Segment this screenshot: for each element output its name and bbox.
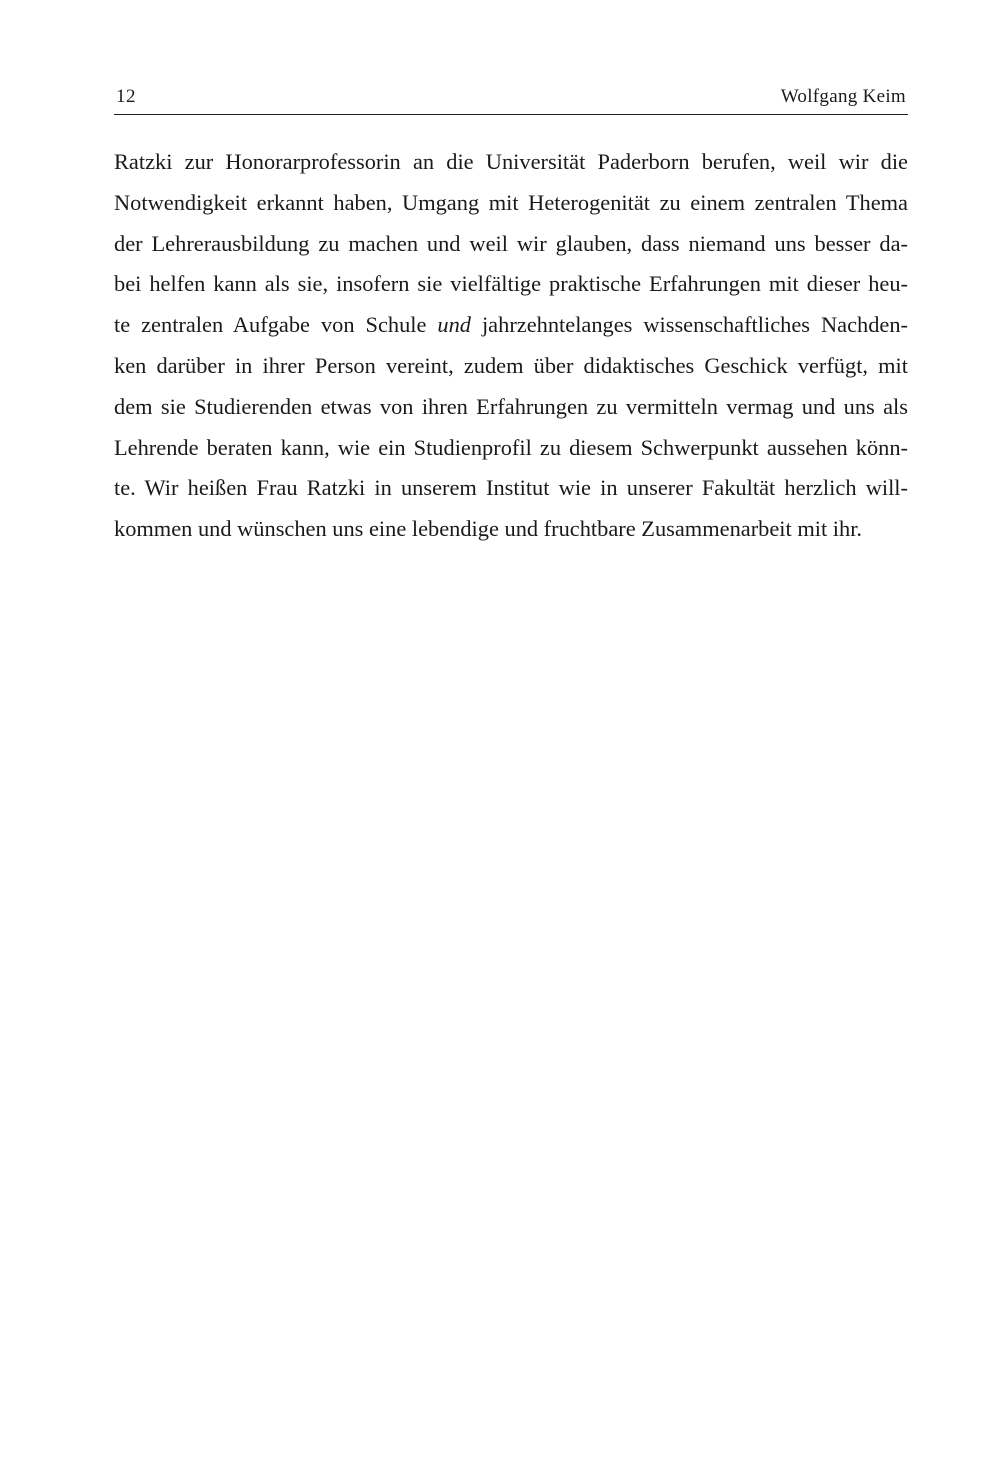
page-number: 12 [116,86,136,107]
text-line: Lehrende beraten kann, wie ein Studienprofil zu diesem Schwerpunkt aussehen könn- [114,434,908,460]
page-header [114,84,908,115]
body-paragraph [114,142,908,550]
text-segment: jahrzehntelanges wissenschaftliches Nachden- [471,312,908,338]
text-line: te. Wir heißen Frau Ratzki in unserem Institut wie in unserer Fakultät herzlich will- [114,475,908,501]
text-line: kommen und wünschen uns eine lebendige und fruchtbare Zusammenarbeit mit ihr. [114,516,863,542]
text-line: bei helfen kann als sie, insofern sie vielfältige praktische Erfahrungen mit dieser heu- [114,271,908,297]
text-segment: te zentralen Aufgabe von Schule [114,312,438,338]
text-line: dem sie Studierenden etwas von ihren Erfahrungen zu vermitteln vermag und uns als [114,393,908,419]
text-line [114,305,908,346]
text-line: der Lehrerausbildung zu machen und weil wir glauben, dass niemand uns besser da- [114,230,908,256]
text-line: Ratzki zur Honorarprofessorin an die Universität Paderborn berufen, weil wir die [114,149,908,174]
text-line: Notwendigkeit erkannt haben, Umgang mit Heterogenität zu einem zentralen Thema [114,189,908,215]
text-line: ken darüber in ihrer Person vereint, zudem über didaktisches Geschick verfügt, mit [114,352,908,378]
emphasized-word: und [437,312,471,338]
running-head-author: Wolfgang Keim [780,86,906,107]
